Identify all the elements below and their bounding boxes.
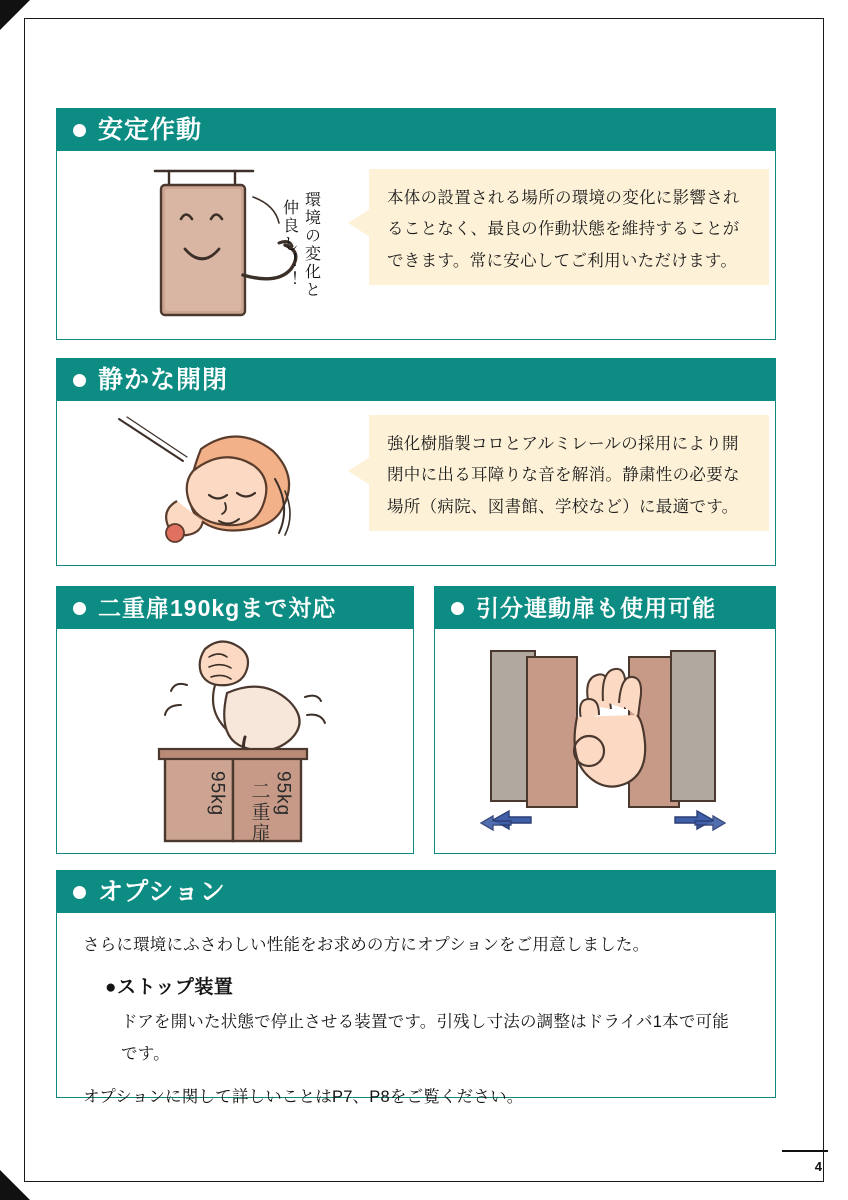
svg-text:95kg: 95kg — [206, 771, 228, 817]
section-body — [435, 629, 775, 853]
section-options — [56, 870, 776, 1106]
section-header — [57, 359, 775, 401]
section-title: オプション — [98, 877, 226, 906]
section-title: 安定作動 — [98, 115, 203, 144]
options-detail-line-1: ドアを開いた状態で停止させる装置です。引残し寸法の調整はドライバ1本で可能 — [121, 1013, 729, 1032]
svg-text:二重扉: 二重扉 — [248, 781, 270, 844]
sleeping-woman-illustration — [97, 409, 387, 559]
section-body — [57, 629, 413, 853]
bullet-icon — [73, 374, 86, 387]
section-header — [57, 871, 775, 913]
svg-text:環境の変化と: 環境の変化と — [302, 191, 320, 299]
section-body — [57, 913, 775, 1131]
section-body — [57, 401, 775, 565]
section-double-door-190kg — [56, 586, 414, 854]
callout-stable-operation — [369, 169, 769, 285]
callout-quiet-open-close — [369, 415, 769, 531]
section-quiet-open-close — [56, 358, 776, 566]
options-detail-line-2: です。 — [121, 1045, 170, 1064]
options-subheading: ●ストップ装置 — [105, 977, 234, 999]
sliding-doors-ok-hand-illustration — [469, 643, 741, 839]
section-header — [57, 109, 775, 151]
section-header — [57, 587, 413, 629]
page-number-rule — [782, 1150, 828, 1152]
section-interlocking-door — [434, 586, 776, 854]
section-title: 引分連動扉も使用可能 — [476, 594, 716, 621]
bubble-tail-icon — [348, 457, 370, 485]
section-title: 二重扉190kgまで対応 — [98, 594, 337, 621]
bullet-icon — [73, 602, 86, 615]
section-stable-operation — [56, 108, 776, 340]
callout-text: 本体の設置される場所の環境の変化に影響されることなく、最良の作動状態を維持することができます。常に安心してご利用いただけます。 — [387, 189, 740, 270]
svg-text:仲良し！！: 仲良し！！ — [280, 199, 298, 289]
bullet-icon — [73, 886, 86, 899]
section-body — [57, 151, 775, 339]
options-intro: さらに環境にふさわしい性能をお求めの方にオプションをご用意しました。 — [83, 936, 650, 954]
hand-lifting-two-doors-illustration — [109, 631, 367, 853]
smiling-door-panel-illustration — [103, 157, 383, 335]
bullet-icon — [451, 602, 464, 615]
section-title: 静かな開閉 — [98, 365, 229, 394]
bullet-icon — [73, 124, 86, 137]
bubble-tail-icon — [348, 209, 370, 237]
page-number: 4 — [814, 1159, 822, 1174]
callout-text: 強化樹脂製コロとアルミレールの採用により開閉中に出る耳障りな音を解消。静粛性の必要な場所（病院、図書館、学校など）に最適です。 — [387, 435, 740, 516]
options-reference: オプションに関して詳しいことはP7、P8をご覧ください。 — [83, 1087, 524, 1106]
svg-text:95kg: 95kg — [272, 771, 294, 817]
section-header — [435, 587, 775, 629]
